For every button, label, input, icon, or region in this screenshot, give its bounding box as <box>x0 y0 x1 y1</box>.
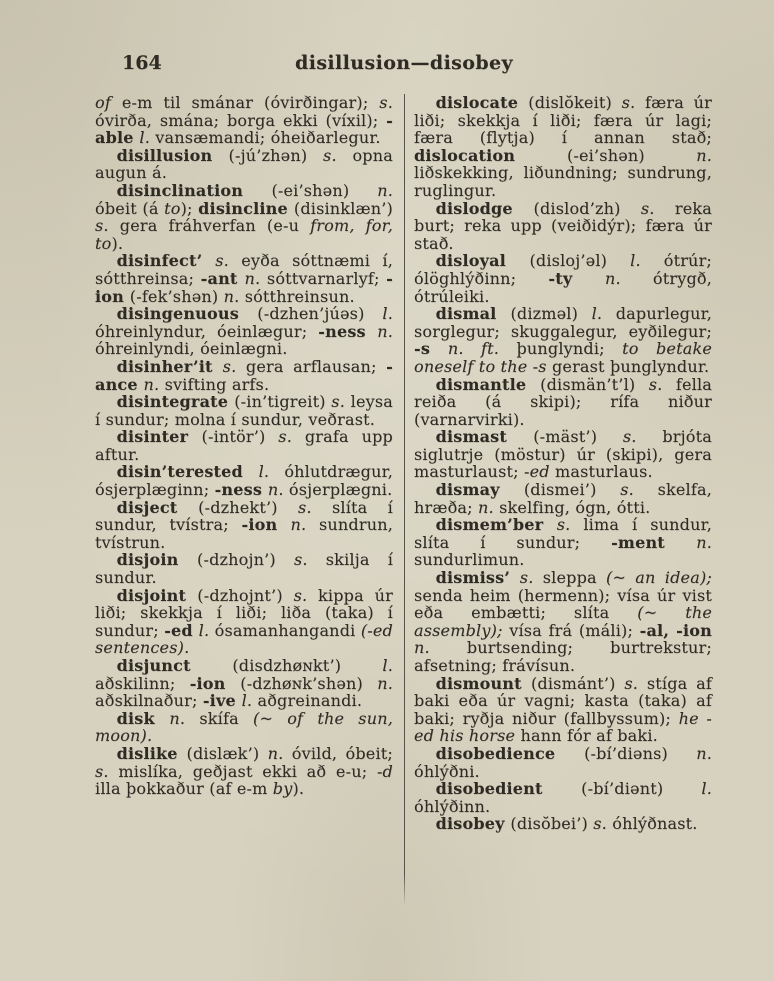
text-segment: s. <box>215 251 242 271</box>
headword: dislocate <box>435 93 529 112</box>
dictionary-entry-disingenuous <box>95 305 393 358</box>
text-segment: (~ the assembly); <box>414 603 713 640</box>
text-segment: ósamanhangandi <box>214 620 361 640</box>
text-segment: s. <box>640 198 675 218</box>
headword: disobedient <box>435 779 582 799</box>
text-segment: s. <box>624 673 647 693</box>
text-segment: stíga af baki eða úr vagni; kasta (taka) af baki; ryðja niður (fallbyssum); <box>414 673 713 728</box>
text-segment: reka burt; reka upp (veiðidýr); færa úr stað. <box>414 198 712 253</box>
headword: disjoin <box>116 550 198 570</box>
text-segment: (-intör’) <box>201 427 279 447</box>
text-segment: n. <box>377 180 393 200</box>
text-segment: s. <box>293 550 326 570</box>
text-segment: s. <box>593 814 613 834</box>
text-segment: (~ an idea); <box>606 568 712 588</box>
text-segment: skífa <box>199 708 254 728</box>
headword: dismast <box>435 427 534 447</box>
dictionary-entry-dislocate <box>414 94 712 200</box>
dictionary-entry-continuation <box>95 94 393 147</box>
text-segment: sleppa <box>542 568 607 588</box>
right-column <box>414 94 712 833</box>
headword: -ion <box>95 268 394 306</box>
text-segment: s. <box>620 480 658 500</box>
text-segment: l. <box>382 304 393 324</box>
text-segment: gera fráhverfan (e-u <box>119 216 311 236</box>
text-segment: (disloj’əl) <box>529 251 631 271</box>
text-segment: s. <box>556 515 584 535</box>
dictionary-entry-dismantle <box>414 376 712 429</box>
headword: -ment <box>611 532 697 552</box>
dictionary-entry-disinclination <box>95 182 393 252</box>
text-segment: óbeit (á <box>95 198 165 218</box>
headword: disin’terested <box>116 462 259 482</box>
text-columns <box>95 94 713 906</box>
text-segment: s. <box>379 93 393 112</box>
text-segment: s. <box>95 216 120 236</box>
headword: disk <box>116 708 170 728</box>
dictionary-entry-disjoin <box>95 551 393 586</box>
dictionary-entry-disinter <box>95 428 393 463</box>
text-segment: n. <box>478 497 500 517</box>
headword: disobey <box>435 814 511 834</box>
headword: disjunct <box>116 656 233 675</box>
text-segment: leysa í sundur; molna í sundur, veðrast. <box>95 392 393 429</box>
text-segment: s. <box>331 392 351 412</box>
text-segment: (dismánt’) <box>530 673 625 693</box>
headword: dismem’ber <box>435 515 557 535</box>
text-segment: gerast þunglyndur. <box>551 356 710 376</box>
text-segment: aðskilinn; <box>95 673 190 693</box>
dictionary-entry-disobedient <box>414 780 712 815</box>
dictionary-entry-dismast <box>414 428 712 481</box>
text-segment: n. <box>696 145 712 165</box>
text-segment: aðgreinandi. <box>257 691 363 711</box>
text-segment: kippa úr liði; skekkja í liði; liða (taka) í sundur; <box>95 585 393 640</box>
headword: disobedience <box>435 743 585 763</box>
dictionary-entry-disinterested <box>95 463 393 498</box>
text-segment: n. <box>290 515 319 535</box>
text-segment: (disdzhøɴkt’) <box>232 656 383 675</box>
headword: dislocation <box>414 145 567 165</box>
text-segment: brjóta siglutrje (möstur) úr (skipi), gera masturlaust; <box>414 427 712 482</box>
text-segment: n. <box>223 286 245 306</box>
headword: disinher’it <box>116 356 223 376</box>
text-segment: ). <box>111 233 124 253</box>
dictionary-entry-dismount <box>414 675 712 745</box>
headword: -ion <box>241 515 291 535</box>
text-segment: skilja í sundur. <box>95 550 394 588</box>
text-segment: n. ft. <box>447 339 517 359</box>
dictionary-entry-disintegrate <box>95 393 393 428</box>
text-segment: s. <box>621 93 646 112</box>
text-segment: of <box>95 93 122 112</box>
text-segment: (-in’tigreit) <box>234 392 332 412</box>
text-segment: eyða sóttnæmi í, sótthreinsa; <box>95 251 394 288</box>
dictionary-entry-disobedience <box>414 745 712 780</box>
text-segment: óhlýðinn. <box>414 796 491 816</box>
text-segment: -ed <box>523 462 555 482</box>
text-segment: sundurlimun. <box>414 550 525 570</box>
text-segment: by <box>272 779 293 799</box>
text-segment: n. <box>377 321 393 341</box>
text-segment: þunglyndi; <box>516 339 623 359</box>
text-segment: óvild, óbeit; <box>291 743 394 763</box>
text-segment: (dismän’t’l) <box>540 374 649 394</box>
text-segment: -d <box>376 761 394 781</box>
text-segment: to betake oneself to the -s <box>414 339 713 376</box>
text-segment: gera arflausan; <box>245 356 387 376</box>
headword: disinfect’ <box>116 251 216 271</box>
dictionary-entry-dislodge <box>414 200 712 253</box>
dictionary-entry-disject <box>95 499 393 552</box>
headword: -al, -ion <box>639 620 712 640</box>
text-segment: l. <box>241 691 258 711</box>
text-segment: (~ of the sun, moon). <box>95 708 394 746</box>
text-segment: senda heim (hermenn); vísa úr vist eða embætti; slíta <box>414 585 712 623</box>
text-segment: hann fór af baki. <box>520 726 658 746</box>
text-segment: ótrúr; ólöghlýðinn; <box>414 251 713 288</box>
headword: dismantle <box>435 374 541 394</box>
text-segment: (-dzhojn’) <box>197 550 294 570</box>
text-segment: (-dzhojnt’) <box>197 585 294 605</box>
text-segment: l. <box>198 620 215 640</box>
text-segment: illa þokkaður (af e-m <box>95 779 273 799</box>
text-segment: færa úr liði; skekkja í liði; færa úr lagi; færa (flytja) í annan stað; <box>414 93 712 148</box>
text-segment: óvirða, smána; borga ekki (víxil); <box>95 110 387 130</box>
text-segment: aðskilnaður; <box>95 691 203 711</box>
text-segment: dapurlegur, sorglegur; skuggalegur, eyðilegur; <box>414 304 713 341</box>
headword: dismal <box>435 304 511 324</box>
text-segment: (dislod’zh) <box>533 198 641 218</box>
dictionary-entry-disinfect <box>95 252 393 305</box>
text-segment: l. <box>701 779 712 799</box>
column-divider-rule <box>404 94 405 906</box>
text-segment: n. <box>267 743 292 763</box>
headword: -ness <box>214 480 268 500</box>
dictionary-entry-dismiss <box>414 569 712 675</box>
text-segment: (dismei’) <box>523 480 621 500</box>
text-segment: sundrun, tvístrun. <box>95 515 394 552</box>
text-segment: (disŏbei’) <box>510 814 594 834</box>
text-segment: skelfa, hræða; <box>414 480 713 517</box>
text-segment: óhlýðnast. <box>612 814 698 834</box>
text-segment: svifting arfs. <box>164 374 270 394</box>
text-segment: masturlaus. <box>555 462 653 482</box>
text-segment: opna augun á. <box>95 145 393 183</box>
text-segment: n. <box>169 708 200 728</box>
headword: -ty <box>548 268 605 288</box>
headword: disjoint <box>116 585 198 605</box>
text-segment: n. <box>696 532 712 552</box>
text-segment: s. <box>293 585 319 605</box>
headword: -s <box>414 339 448 359</box>
text-segment: n. <box>696 743 713 763</box>
dictionary-entry-dismember <box>414 516 712 569</box>
text-segment: skelfing, ógn, ótti. <box>499 497 651 517</box>
text-segment: mislíka, geðjast ekki að e-u; <box>118 761 377 781</box>
text-segment: (-bí’diənt) <box>581 779 702 799</box>
text-segment: from, for, to <box>95 216 393 253</box>
headword: disloyal <box>435 251 530 271</box>
text-segment: n. <box>604 268 653 288</box>
text-segment: l. <box>139 128 156 148</box>
text-segment: n. <box>267 480 289 500</box>
headword: -ant <box>200 268 245 288</box>
text-segment: óhreinlyndur, óeinlægur; <box>95 321 319 341</box>
left-column <box>95 94 393 798</box>
text-segment: l. <box>591 304 616 324</box>
text-segment: óhreinlyndi, óeinlægni. <box>95 339 288 359</box>
headword: dismount <box>435 673 531 693</box>
text-segment: sótthreinsun. <box>244 286 355 306</box>
headword: disingenuous <box>116 304 258 324</box>
headword: -ance <box>95 356 393 394</box>
dictionary-entry-disjunct <box>95 657 393 710</box>
dictionary-entry-disloyal <box>414 252 712 305</box>
text-segment: ). <box>292 779 305 799</box>
dictionary-entry-disjoint <box>95 587 393 657</box>
text-segment: (-mäst’) <box>533 427 623 447</box>
text-segment: (dislæk’) <box>186 743 268 763</box>
text-segment: (-ed sentences). <box>95 620 393 658</box>
headword: dislodge <box>435 198 534 218</box>
dictionary-entry-disobey <box>414 815 712 833</box>
headword: -able <box>95 110 393 148</box>
dictionary-entry-dismal <box>414 305 712 375</box>
text-segment: burtsending; burtrekstur; afsetning; frávísun. <box>414 638 712 675</box>
text-segment: s. <box>323 145 353 165</box>
text-segment: slíta í sundur, tvístra; <box>95 497 393 535</box>
dictionary-entry-disinherit <box>95 358 393 393</box>
dictionary-entry-dismay <box>414 481 712 516</box>
text-segment: n. <box>377 673 394 693</box>
text-segment: (-bí’diəns) <box>584 743 697 763</box>
text-segment: (-jú’zhən) <box>228 145 324 165</box>
text-segment: s. <box>222 356 246 376</box>
text-segment: vísa frá (máli); <box>509 620 640 640</box>
dictionary-entry-disk <box>95 710 393 745</box>
text-segment: n. <box>244 268 267 288</box>
headword: -ed <box>164 620 199 640</box>
headword: disillusion <box>116 145 229 165</box>
headword: disincline <box>198 198 294 218</box>
text-segment: (dizməl) <box>510 304 592 324</box>
headword: -ion <box>189 673 241 693</box>
text-segment: ); <box>180 198 199 218</box>
text-segment: e-m til smánar (óvirðingar); <box>121 93 380 112</box>
text-segment: (-dzhekt’) <box>198 497 298 517</box>
text-segment: lima í sundur, slíta í sundur; <box>414 515 713 552</box>
text-segment: s. <box>622 427 663 447</box>
text-segment: (-dzhen’júəs) <box>257 304 383 324</box>
page-number: 164 <box>122 52 162 74</box>
text-segment: s. <box>519 568 543 588</box>
text-segment: (disinklæn’) <box>293 198 393 218</box>
dictionary-entry-disillusion <box>95 147 393 182</box>
headword: disinter <box>116 427 202 447</box>
text-segment: óhlutdrægur, ósjerplæginn; <box>95 462 393 500</box>
text-segment: óhlýðni. <box>414 761 480 781</box>
text-segment: n. <box>143 374 165 394</box>
text-segment: s. <box>297 497 332 517</box>
text-segment: n. <box>414 638 467 658</box>
text-segment: fella reiða (á skipi); rífa niður (varnarvirki). <box>414 374 713 429</box>
headword: -ive <box>202 691 242 711</box>
dictionary-entry-dislike <box>95 745 393 798</box>
text-segment: to <box>164 198 181 218</box>
text-segment: s. <box>95 761 119 781</box>
headword: dislike <box>116 743 187 763</box>
headword: disinclination <box>116 180 272 200</box>
text-segment: ósjerplægni. <box>288 480 393 500</box>
headword: disject <box>116 497 199 517</box>
text-segment: liðskekking, liðundning; sundrung, ruglingur. <box>414 163 712 200</box>
text-segment: (-ei’shən) <box>566 145 697 165</box>
text-segment: l. <box>258 462 285 482</box>
text-segment: ótrygð, ótrúleiki. <box>414 268 713 306</box>
headword: dismiss’ <box>435 568 520 588</box>
text-segment: l. <box>382 656 393 675</box>
running-title: disillusion—disobey <box>295 52 513 74</box>
text-segment: vansæmandi; óheiðarlegur. <box>155 128 381 148</box>
text-segment: s. <box>278 427 305 447</box>
text-segment: he -ed his horse <box>414 708 712 746</box>
text-segment: (-ei’shən) <box>271 180 378 200</box>
text-segment: l. <box>630 251 664 271</box>
headword: dismay <box>435 480 524 500</box>
page-header <box>95 52 713 76</box>
text-segment: sóttvarnarlyf; <box>266 268 387 288</box>
headword: disintegrate <box>116 392 235 412</box>
headword: -ness <box>318 321 378 341</box>
text-segment: (dislŏkeit) <box>528 93 622 112</box>
text-segment: (-fek’shən) <box>129 286 224 306</box>
text-segment: grafa upp aftur. <box>95 427 393 464</box>
text-segment: (-dzhøɴk’shən) <box>240 673 378 693</box>
text-segment: s. <box>648 374 676 394</box>
